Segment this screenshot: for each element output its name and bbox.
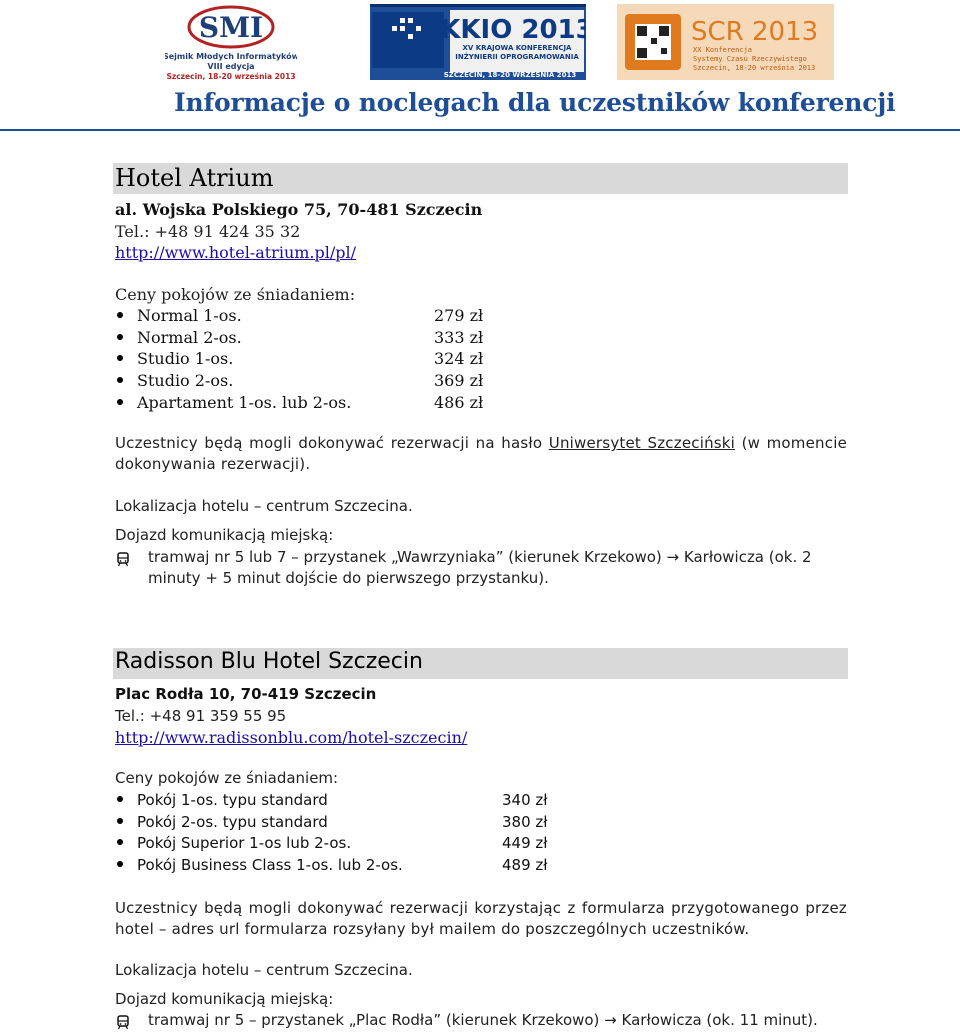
bullet-icon bbox=[117, 861, 123, 867]
hotel-phone: Tel.: +48 91 359 55 95 bbox=[115, 707, 287, 725]
booking-text-post: (w momencie dokonywania rezerwacji). bbox=[115, 434, 848, 473]
smi-logo-line2: VIII edycja bbox=[207, 62, 255, 71]
room-name: Pokój 1-os. typu standard bbox=[137, 791, 328, 809]
transport-directions: tramwaj nr 5 – przystanek „Plac Rodła” (kierunek Krzekowo) → Karłowicza (ok. 11 minut). bbox=[148, 1011, 818, 1029]
room-price: 333 zł bbox=[434, 328, 484, 347]
kkio-logo-line2: INŻYNIERII OPROGRAMOWANIA bbox=[455, 53, 579, 61]
list-item bbox=[115, 856, 403, 877]
transport-label: Dojazd komunikacją miejską: bbox=[115, 526, 334, 544]
scr-logo-name: SCR 2013 bbox=[691, 17, 819, 47]
list-item bbox=[115, 813, 328, 834]
hotel-phone: Tel.: +48 91 424 35 32 bbox=[115, 222, 301, 241]
room-price: 380 zł bbox=[502, 813, 548, 831]
room-price: 489 zł bbox=[502, 856, 548, 874]
list-item bbox=[115, 791, 328, 812]
scr-logo bbox=[617, 4, 834, 80]
scr-logo-line2: Systemy Czasu Rzeczywistego bbox=[693, 55, 807, 63]
kkio-logo bbox=[370, 4, 586, 80]
booking-info: Uczestnicy będą mogli dokonywać rezerwacji korzystając z formularza przygotowanego przez hotel – adres url formularza rozsyłany był mailem do poszczególnych uczestników. bbox=[115, 899, 847, 938]
room-name: Studio 1-os. bbox=[137, 349, 234, 368]
list-item bbox=[115, 328, 242, 349]
room-name: Studio 2-os. bbox=[137, 371, 234, 390]
scr-logo-line1: XX Konferencja bbox=[693, 46, 753, 54]
room-price: 369 zł bbox=[434, 371, 484, 390]
smi-logo-name: SMI bbox=[198, 11, 264, 44]
smi-logo bbox=[165, 4, 297, 80]
booking-text-pre: Uczestnicy będą mogli dokonywać rezerwacji na hasło bbox=[115, 434, 549, 452]
kkio-logo-name: KKIO 2013 bbox=[440, 15, 586, 45]
room-name: Pokój 2-os. typu standard bbox=[137, 813, 328, 831]
list-item bbox=[115, 306, 242, 327]
transport-label: Dojazd komunikacją miejską: bbox=[115, 990, 334, 1008]
smi-logo-line1: Sejmik Młodych Informatyków bbox=[165, 52, 297, 61]
room-price: 486 zł bbox=[434, 393, 484, 412]
room-name: Pokój Superior 1-os lub 2-os. bbox=[137, 834, 352, 852]
kkio-logo-line3: SZCZECIN, 18-20 WRZEŚNIA 2013 bbox=[443, 71, 577, 79]
room-name: Normal 1-os. bbox=[137, 306, 242, 325]
room-name: Apartament 1-os. lub 2-os. bbox=[137, 393, 352, 412]
hotel-website-link[interactable]: http://www.hotel-atrium.pl/pl/ bbox=[115, 243, 357, 262]
booking-code: Uniwersytet Szczeciński bbox=[548, 434, 736, 452]
hotel-address: al. Wojska Polskiego 75, 70-481 Szczecin bbox=[115, 200, 483, 219]
hotel-location: Lokalizacja hotelu – centrum Szczecina. bbox=[115, 961, 413, 979]
tram-icon bbox=[115, 1014, 131, 1030]
hotel-location: Lokalizacja hotelu – centrum Szczecina. bbox=[115, 497, 413, 515]
room-price: 279 zł bbox=[434, 306, 484, 325]
bullet-icon bbox=[117, 312, 123, 318]
bullet-icon bbox=[117, 399, 123, 405]
room-price: 449 zł bbox=[502, 834, 548, 852]
prices-label: Ceny pokojów ze śniadaniem: bbox=[115, 769, 339, 787]
bullet-icon bbox=[117, 796, 123, 802]
kkio-logo-line1: XV KRAJOWA KONFERENCJA bbox=[462, 44, 572, 52]
list-item bbox=[115, 349, 233, 370]
hotel-address: Plac Rodła 10, 70-419 Szczecin bbox=[115, 685, 377, 703]
bullet-icon bbox=[117, 377, 123, 383]
title-divider bbox=[0, 129, 960, 131]
prices-label: Ceny pokojów ze śniadaniem: bbox=[115, 285, 356, 304]
bullet-icon bbox=[117, 839, 123, 845]
list-item bbox=[115, 834, 351, 855]
hotel-name: Hotel Atrium bbox=[115, 164, 274, 192]
room-name: Normal 2-os. bbox=[137, 328, 242, 347]
page-title: Informacje o noclegach dla uczestników konferencji bbox=[174, 88, 896, 117]
room-price: 324 zł bbox=[434, 349, 484, 368]
scr-logo-line3: Szczecin, 18-20 września 2013 bbox=[693, 64, 816, 72]
booking-info bbox=[115, 433, 847, 475]
list-item bbox=[115, 393, 351, 414]
tram-icon bbox=[115, 551, 131, 567]
transport-directions: tramwaj nr 5 lub 7 – przystanek „Wawrzyniaka” (kierunek Krzekowo) → Karłowicza (ok. 2 minuty + 5 minut dojście do pierwszego przystanku). bbox=[148, 548, 812, 587]
smi-logo-line3: Szczecin, 18-20 września 2013 bbox=[166, 72, 296, 80]
room-price: 340 zł bbox=[502, 791, 548, 809]
list-item bbox=[115, 371, 233, 392]
hotel-name: Radisson Blu Hotel Szczecin bbox=[115, 649, 423, 674]
bullet-icon bbox=[117, 818, 123, 824]
bullet-icon bbox=[117, 334, 123, 340]
bullet-icon bbox=[117, 355, 123, 361]
hotel-website-link[interactable]: http://www.radissonblu.com/hotel-szczecin/ bbox=[115, 728, 468, 747]
room-name: Pokój Business Class 1-os. lub 2-os. bbox=[137, 856, 403, 874]
